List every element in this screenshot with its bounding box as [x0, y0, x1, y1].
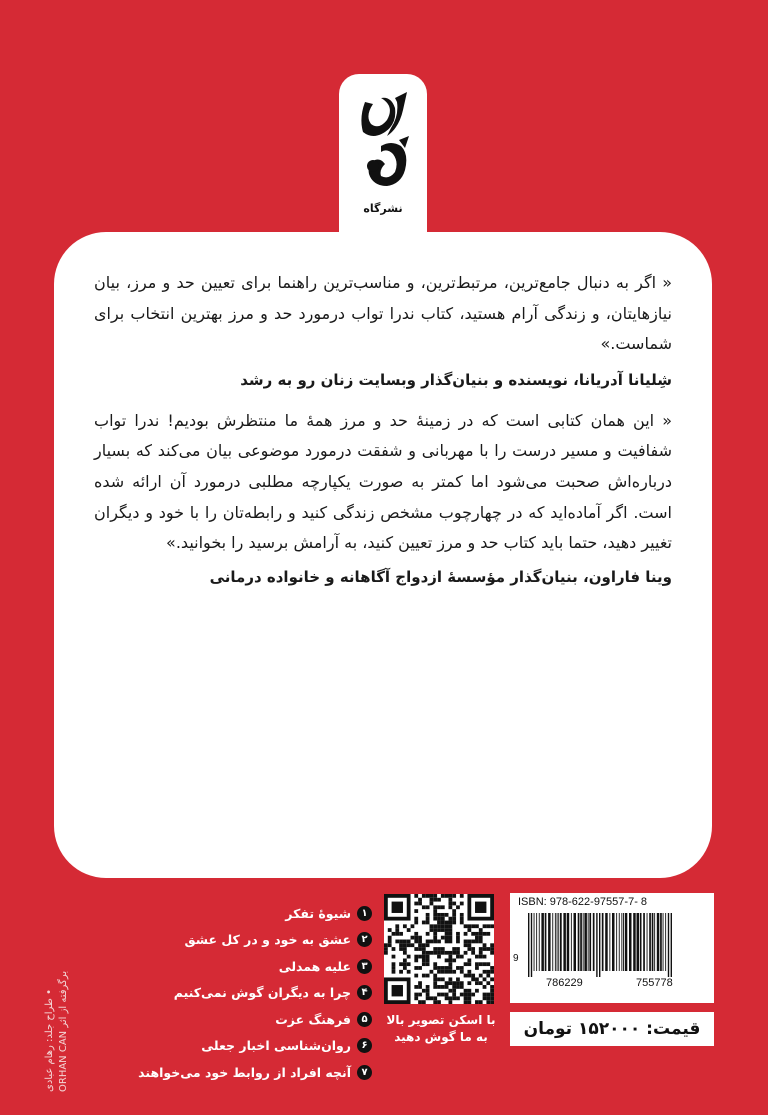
series-item	[150, 900, 372, 927]
barcode-digits-right: 755778	[636, 977, 673, 989]
series-item	[150, 927, 372, 954]
quote-1-text: « اگر به دنبال جامع‌ترین، مرتبط‌ترین، و مناسب‌ترین راهنما برای تعیین حد و مرز، بیان نیازهایتان، و زندگی آرام هستید، کتاب ندرا تواب درمورد حد و مرز بهترین انتخاب برای شماست.»	[94, 273, 672, 354]
endorsements-card	[54, 232, 712, 878]
cover-designer-credit: • طراح جلد: رهام عبادی	[44, 988, 55, 1092]
series-item-title: فرهنگ عزت	[275, 1011, 351, 1027]
series-item-number: ۷	[357, 1065, 372, 1080]
qr-caption-line-2: به ما گوش دهید	[394, 1030, 488, 1044]
series-item-number: ۴	[357, 985, 372, 1000]
qr-code-icon[interactable]	[384, 894, 494, 1004]
series-list	[138, 900, 372, 1086]
barcode-digits-left: 786229	[546, 977, 583, 989]
series-item-title: علیه همدلی	[278, 958, 351, 974]
series-item	[138, 1059, 372, 1086]
price-text: قیمت: ۱۵۲۰۰۰ تومان	[523, 1019, 701, 1039]
series-item-title: آنچه افراد از روابط خود می‌خواهند	[138, 1064, 351, 1080]
qr-caption-line-1: با اسکن تصویر بالا	[386, 1013, 496, 1027]
series-item-title: روان‌شناسی اخبار جعلی	[201, 1038, 351, 1054]
publisher-logo-icon	[351, 88, 415, 198]
series-item-number: ۲	[357, 932, 372, 947]
series-item-title: چرا به دیگران گوش نمی‌کنیم	[173, 985, 351, 1001]
cover-art-credit: برگرفته از اثر ORHAN CAN	[58, 970, 69, 1092]
barcode-lead-digit: 9	[513, 953, 519, 964]
cover-credit	[34, 910, 68, 1100]
publisher-name: نشرگاه	[363, 202, 403, 215]
quote-1-author: شِلیانا آدریانا، نویسنده و بنیان‌گذار وبسایت زنان رو به رشد	[240, 370, 672, 389]
series-item	[150, 953, 372, 980]
isbn-label: ISBN: 978-622-97557-7- 8	[518, 896, 648, 908]
series-item-number: ۳	[357, 959, 372, 974]
series-item-number: ۵	[357, 1012, 372, 1027]
publisher-logo-tab	[339, 74, 427, 250]
series-item	[150, 980, 372, 1007]
series-item-title: شیوهٔ تفکر	[285, 905, 351, 921]
qr-caption	[380, 1012, 502, 1046]
series-item-number: ۱	[357, 906, 372, 921]
series-item-title: عشق به خود و در کل عشق	[184, 932, 351, 948]
series-item	[150, 1033, 372, 1060]
series-item-number: ۶	[357, 1038, 372, 1053]
quote-2-text: « این همان کتابی است که در زمینهٔ حد و مرز همهٔ ما منتظرش بودیم! ندرا تواب شفافیت و مسیر درست را با مهربانی و شفقت درمورد موضوعی بیان می‌کند که بسیار درباره‌اش صحبت می‌شود اما کمتر به صورت یکپارچه مطلبی درمورد آن ارائه شده است. اگر آماده‌اید که در چهارچوب مشخص زندگی کنید و رابطه‌تان را با خود و دیگران تغییر دهید، حتما باید کتاب حد و مرز تعیین کنید، به آرامش برسید را بخوانید.»	[94, 410, 672, 553]
series-item	[150, 1006, 372, 1033]
isbn-box	[510, 893, 714, 1003]
price-box	[510, 1012, 714, 1046]
quote-2-author: وینا فاراون، بنیان‌گذار مؤسسهٔ ازدواج آگاهانه و خانواده درمانی	[209, 567, 672, 586]
barcode-icon	[526, 913, 708, 977]
